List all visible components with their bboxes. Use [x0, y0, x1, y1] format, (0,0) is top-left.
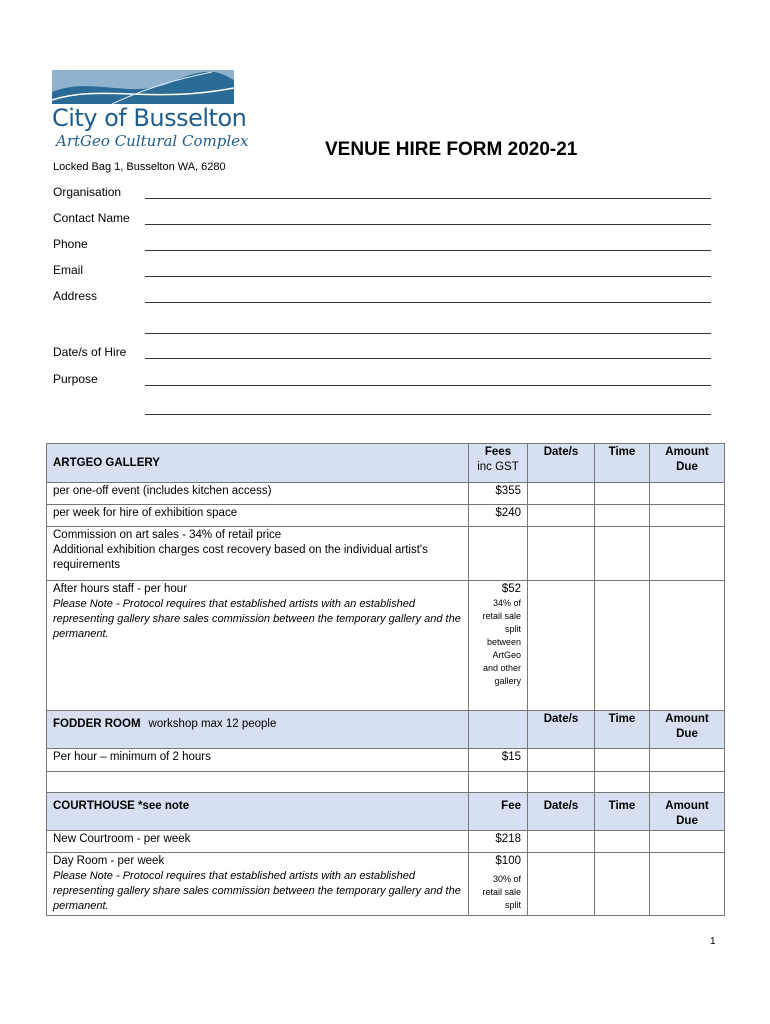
table-row: [47, 853, 725, 916]
row-time-cell[interactable]: [595, 749, 650, 772]
contact-name-field[interactable]: [145, 211, 711, 225]
day-room-text: Day Room - per week: [53, 855, 165, 867]
fees-sub-label: inc GST: [477, 461, 519, 473]
fodder-room-header-row: [47, 711, 725, 749]
commission-split-note: [475, 873, 521, 912]
row-time-cell[interactable]: [595, 853, 650, 916]
logo-city-text: City of Busselton: [52, 104, 247, 132]
due-label: Due: [676, 728, 698, 740]
split-note-line: gallery: [494, 676, 521, 686]
staff-fee: $52: [501, 583, 521, 595]
amount-due-column-header: [650, 711, 725, 749]
split-note-line: retail sale: [482, 887, 521, 897]
row-amount-cell[interactable]: [650, 581, 725, 711]
additional-charges-text: Additional exhibition charges cost recovery based on the individual artist's requirements: [53, 544, 428, 571]
amount-label: Amount: [665, 446, 709, 458]
row-description: [47, 527, 469, 581]
table-row: [47, 527, 725, 581]
split-note-line: split: [504, 624, 521, 634]
row-fee: [469, 527, 528, 581]
purpose-field[interactable]: [145, 372, 711, 386]
row-dates-cell[interactable]: [528, 853, 595, 916]
row-amount-cell[interactable]: [650, 831, 725, 853]
time-column-header: Time: [595, 444, 650, 483]
due-label: Due: [676, 461, 698, 473]
row-time-cell[interactable]: [595, 527, 650, 581]
courthouse-section-title: COURTHOUSE *see note: [47, 793, 469, 831]
dates-column-header: Date/s: [528, 793, 595, 831]
purpose-field-line-2[interactable]: [145, 401, 711, 415]
row-fee: $15: [469, 749, 528, 772]
row-amount-cell[interactable]: [650, 527, 725, 581]
amount-label: Amount: [665, 713, 709, 725]
dates-of-hire-field[interactable]: [145, 345, 711, 359]
protocol-note: Please Note - Protocol requires that established artists with an established representing gallery share sales commission between the temporary gallery and the permanent.: [53, 598, 461, 640]
address-field[interactable]: [145, 289, 711, 303]
table-row: [47, 831, 725, 853]
fees-label: Fees: [484, 446, 512, 458]
row-fee: [469, 853, 528, 916]
row-dates-cell[interactable]: [528, 831, 595, 853]
row-dates-cell[interactable]: [528, 581, 595, 711]
split-note-line: 34% of: [492, 598, 521, 608]
fodder-room-title: FODDER ROOM: [53, 718, 141, 730]
page-number: 1: [710, 936, 716, 947]
artgeo-header-row: [47, 444, 725, 483]
row-fee: [469, 581, 528, 711]
table-row: [47, 581, 725, 711]
fees-column-header: [469, 444, 528, 483]
split-note-line: split: [504, 900, 521, 910]
row-dates-cell[interactable]: [528, 505, 595, 527]
fodder-room-subtitle: workshop max 12 people: [148, 718, 277, 730]
row-dates-cell[interactable]: [528, 483, 595, 505]
dates-of-hire-label: Date/s of Hire: [53, 345, 127, 359]
purpose-label: Purpose: [53, 372, 98, 386]
row-fee: $218: [469, 831, 528, 853]
page-title: VENUE HIRE FORM 2020-21: [325, 139, 578, 160]
spacer-row: [47, 772, 725, 793]
row-dates-cell[interactable]: [528, 749, 595, 772]
courthouse-header-row: [47, 793, 725, 831]
row-time-cell[interactable]: [595, 581, 650, 711]
artgeo-section-title: ARTGEO GALLERY: [47, 444, 469, 483]
contact-name-label: Contact Name: [53, 211, 130, 225]
city-of-busselton-logo: [52, 70, 249, 156]
row-time-cell[interactable]: [595, 505, 650, 527]
phone-label: Phone: [53, 237, 88, 251]
email-label: Email: [53, 263, 84, 277]
after-hours-staff-text: After hours staff - per hour: [53, 583, 188, 595]
row-description: [47, 853, 469, 916]
row-time-cell[interactable]: [595, 831, 650, 853]
dates-column-header: Date/s: [528, 444, 595, 483]
logo-subtitle-text: ArtGeo Cultural Complex: [56, 132, 249, 150]
address-field-line-2[interactable]: [145, 320, 711, 334]
venue-fees-table: [46, 443, 725, 916]
amount-due-column-header: [650, 444, 725, 483]
spacer-cell: [47, 772, 469, 793]
row-amount-cell[interactable]: [650, 505, 725, 527]
row-amount-cell[interactable]: [650, 853, 725, 916]
address-label: Address: [53, 289, 98, 303]
row-amount-cell[interactable]: [650, 749, 725, 772]
fee-column-header: Fee: [469, 793, 528, 831]
row-description: New Courtroom - per week: [47, 831, 469, 853]
commission-split-note: [475, 597, 521, 688]
logo-wave-mark-icon: [52, 70, 234, 104]
fodder-fee-header: [469, 711, 528, 749]
row-description: Per hour – minimum of 2 hours: [47, 749, 469, 772]
split-note-line: and other: [482, 663, 521, 673]
row-amount-cell[interactable]: [650, 483, 725, 505]
postal-address: Locked Bag 1, Busselton WA, 6280: [53, 161, 226, 173]
phone-field[interactable]: [145, 237, 711, 251]
spacer-cell: [595, 772, 650, 793]
table-row: [47, 483, 725, 505]
protocol-note: Please Note - Protocol requires that established artists with an established representing gallery share sales commission between the temporary gallery and the permanent.: [53, 870, 461, 912]
table-row: [47, 505, 725, 527]
row-description: per week for hire of exhibition space: [47, 505, 469, 527]
spacer-cell: [528, 772, 595, 793]
dates-column-header: Date/s: [528, 711, 595, 749]
row-fee: $240: [469, 505, 528, 527]
amount-due-column-header: [650, 793, 725, 831]
split-note-line: 30% of: [492, 874, 521, 884]
amount-label: Amount: [665, 800, 709, 812]
organisation-field[interactable]: [145, 185, 711, 199]
row-description: per one-off event (includes kitchen access): [47, 483, 469, 505]
split-note-line: ArtGeo: [492, 650, 521, 660]
due-label: Due: [676, 815, 698, 827]
row-time-cell[interactable]: [595, 483, 650, 505]
time-column-header: Time: [595, 793, 650, 831]
split-note-line: between: [486, 637, 521, 647]
commission-text: Commission on art sales - 34% of retail price: [53, 529, 282, 541]
split-note-line: retail sale: [482, 611, 521, 621]
table-row: [47, 749, 725, 772]
fodder-room-section-title: [47, 711, 469, 749]
row-description: [47, 581, 469, 711]
row-fee: $355: [469, 483, 528, 505]
email-field[interactable]: [145, 263, 711, 277]
row-dates-cell[interactable]: [528, 527, 595, 581]
time-column-header: Time: [595, 711, 650, 749]
spacer-cell: [650, 772, 725, 793]
organisation-label: Organisation: [53, 185, 122, 199]
spacer-cell: [469, 772, 528, 793]
day-room-fee: $100: [495, 855, 521, 867]
